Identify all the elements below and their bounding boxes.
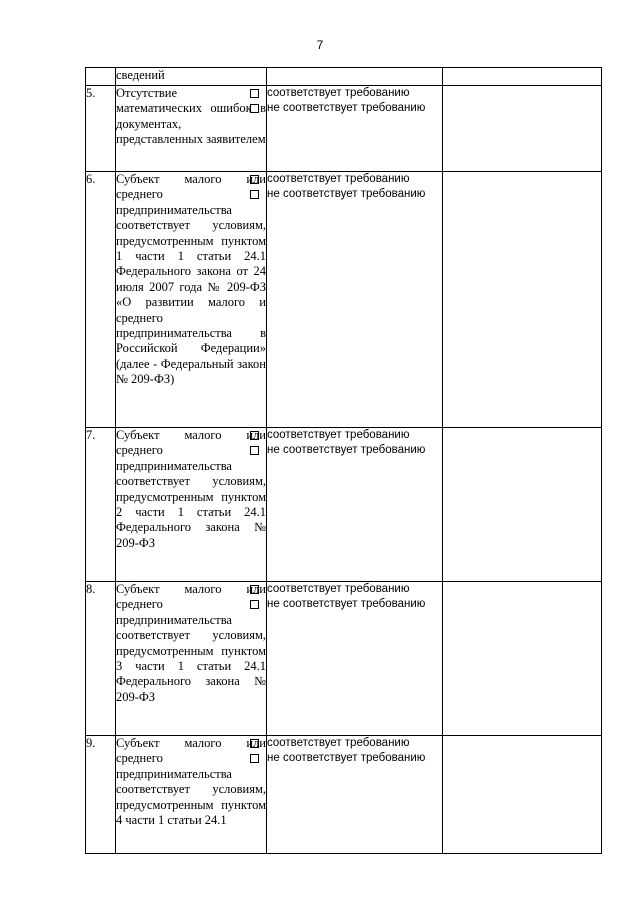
checkbox-icon[interactable]: [250, 190, 259, 199]
option-label: не соответствует требованию: [267, 101, 426, 114]
checkbox-icon[interactable]: [250, 739, 259, 748]
page-number: 7: [316, 38, 324, 52]
option-item: [267, 86, 442, 101]
checkbox-icon[interactable]: [250, 104, 259, 113]
checkbox-icon[interactable]: [250, 446, 259, 455]
option-label: не соответствует требованию: [267, 597, 426, 610]
table-row: [86, 86, 602, 172]
criterion-text: Субъект малого или среднего предпринимательства соответствует условиям, предусмотренным пунктом 1 части 1 статьи 24.1 Федерального закона от 24 июля 2007 года № 209-ФЗ «О развитии малого и среднего предпринимательства в Российской Федерации» (далее - Федеральный закон № 209-ФЗ): [116, 172, 267, 428]
row-number: 8.: [86, 582, 116, 736]
option-label: не соответствует требованию: [267, 187, 426, 200]
option-item: [267, 172, 442, 187]
options-cell: [267, 736, 443, 854]
option-item: [267, 582, 442, 597]
option-item: [267, 428, 442, 443]
row-number: 7.: [86, 428, 116, 582]
option-label: соответствует требованию: [267, 737, 410, 749]
criterion-text: Отсутствие математических ошибок в документах, представленных заявителем: [116, 86, 267, 172]
option-item: [267, 443, 442, 458]
checkbox-icon[interactable]: [250, 585, 259, 594]
checkbox-icon[interactable]: [250, 89, 259, 98]
option-item: [267, 597, 442, 612]
criterion-text: Субъект малого или среднего предпринимательства соответствует условиям, предусмотренным пунктом 2 части 1 статьи 24.1 Федерального закона № 209-ФЗ: [116, 428, 267, 582]
checkbox-icon[interactable]: [250, 175, 259, 184]
table-row: [86, 736, 602, 854]
table-row: [86, 172, 602, 428]
option-label: не соответствует требованию: [267, 751, 426, 764]
row-number: 9.: [86, 736, 116, 854]
row-number: [86, 68, 116, 86]
option-item: [267, 101, 442, 116]
criterion-text: сведений: [116, 68, 267, 86]
notes-cell: [443, 582, 602, 736]
option-item: [267, 187, 442, 202]
criterion-text: Субъект малого или среднего предпринимательства соответствует условиям, предусмотренным пунктом 4 части 1 статьи 24.1: [116, 736, 267, 854]
option-label: соответствует требованию: [267, 583, 410, 595]
table-row: [86, 582, 602, 736]
checkbox-icon[interactable]: [250, 754, 259, 763]
option-label: не соответствует требованию: [267, 443, 426, 456]
checkbox-icon[interactable]: [250, 431, 259, 440]
notes-cell: [443, 86, 602, 172]
option-item: [267, 751, 442, 766]
checklist-table: [85, 67, 602, 854]
notes-cell: [443, 172, 602, 428]
table-row: [86, 428, 602, 582]
notes-cell: [443, 736, 602, 854]
criterion-text: Субъект малого или среднего предпринимательства соответствует условиям, предусмотренным пунктом 3 части 1 статьи 24.1 Федерального закона № 209-ФЗ: [116, 582, 267, 736]
notes-cell: [443, 68, 602, 86]
row-number: 6.: [86, 172, 116, 428]
options-cell: [267, 68, 443, 86]
options-cell: [267, 428, 443, 582]
options-cell: [267, 172, 443, 428]
row-number: 5.: [86, 86, 116, 172]
option-label: соответствует требованию: [267, 173, 410, 185]
notes-cell: [443, 428, 602, 582]
options-cell: [267, 582, 443, 736]
table-row: [86, 68, 602, 86]
options-cell: [267, 86, 443, 172]
checkbox-icon[interactable]: [250, 600, 259, 609]
option-label: соответствует требованию: [267, 87, 410, 99]
option-item: [267, 736, 442, 751]
option-label: соответствует требованию: [267, 429, 410, 441]
